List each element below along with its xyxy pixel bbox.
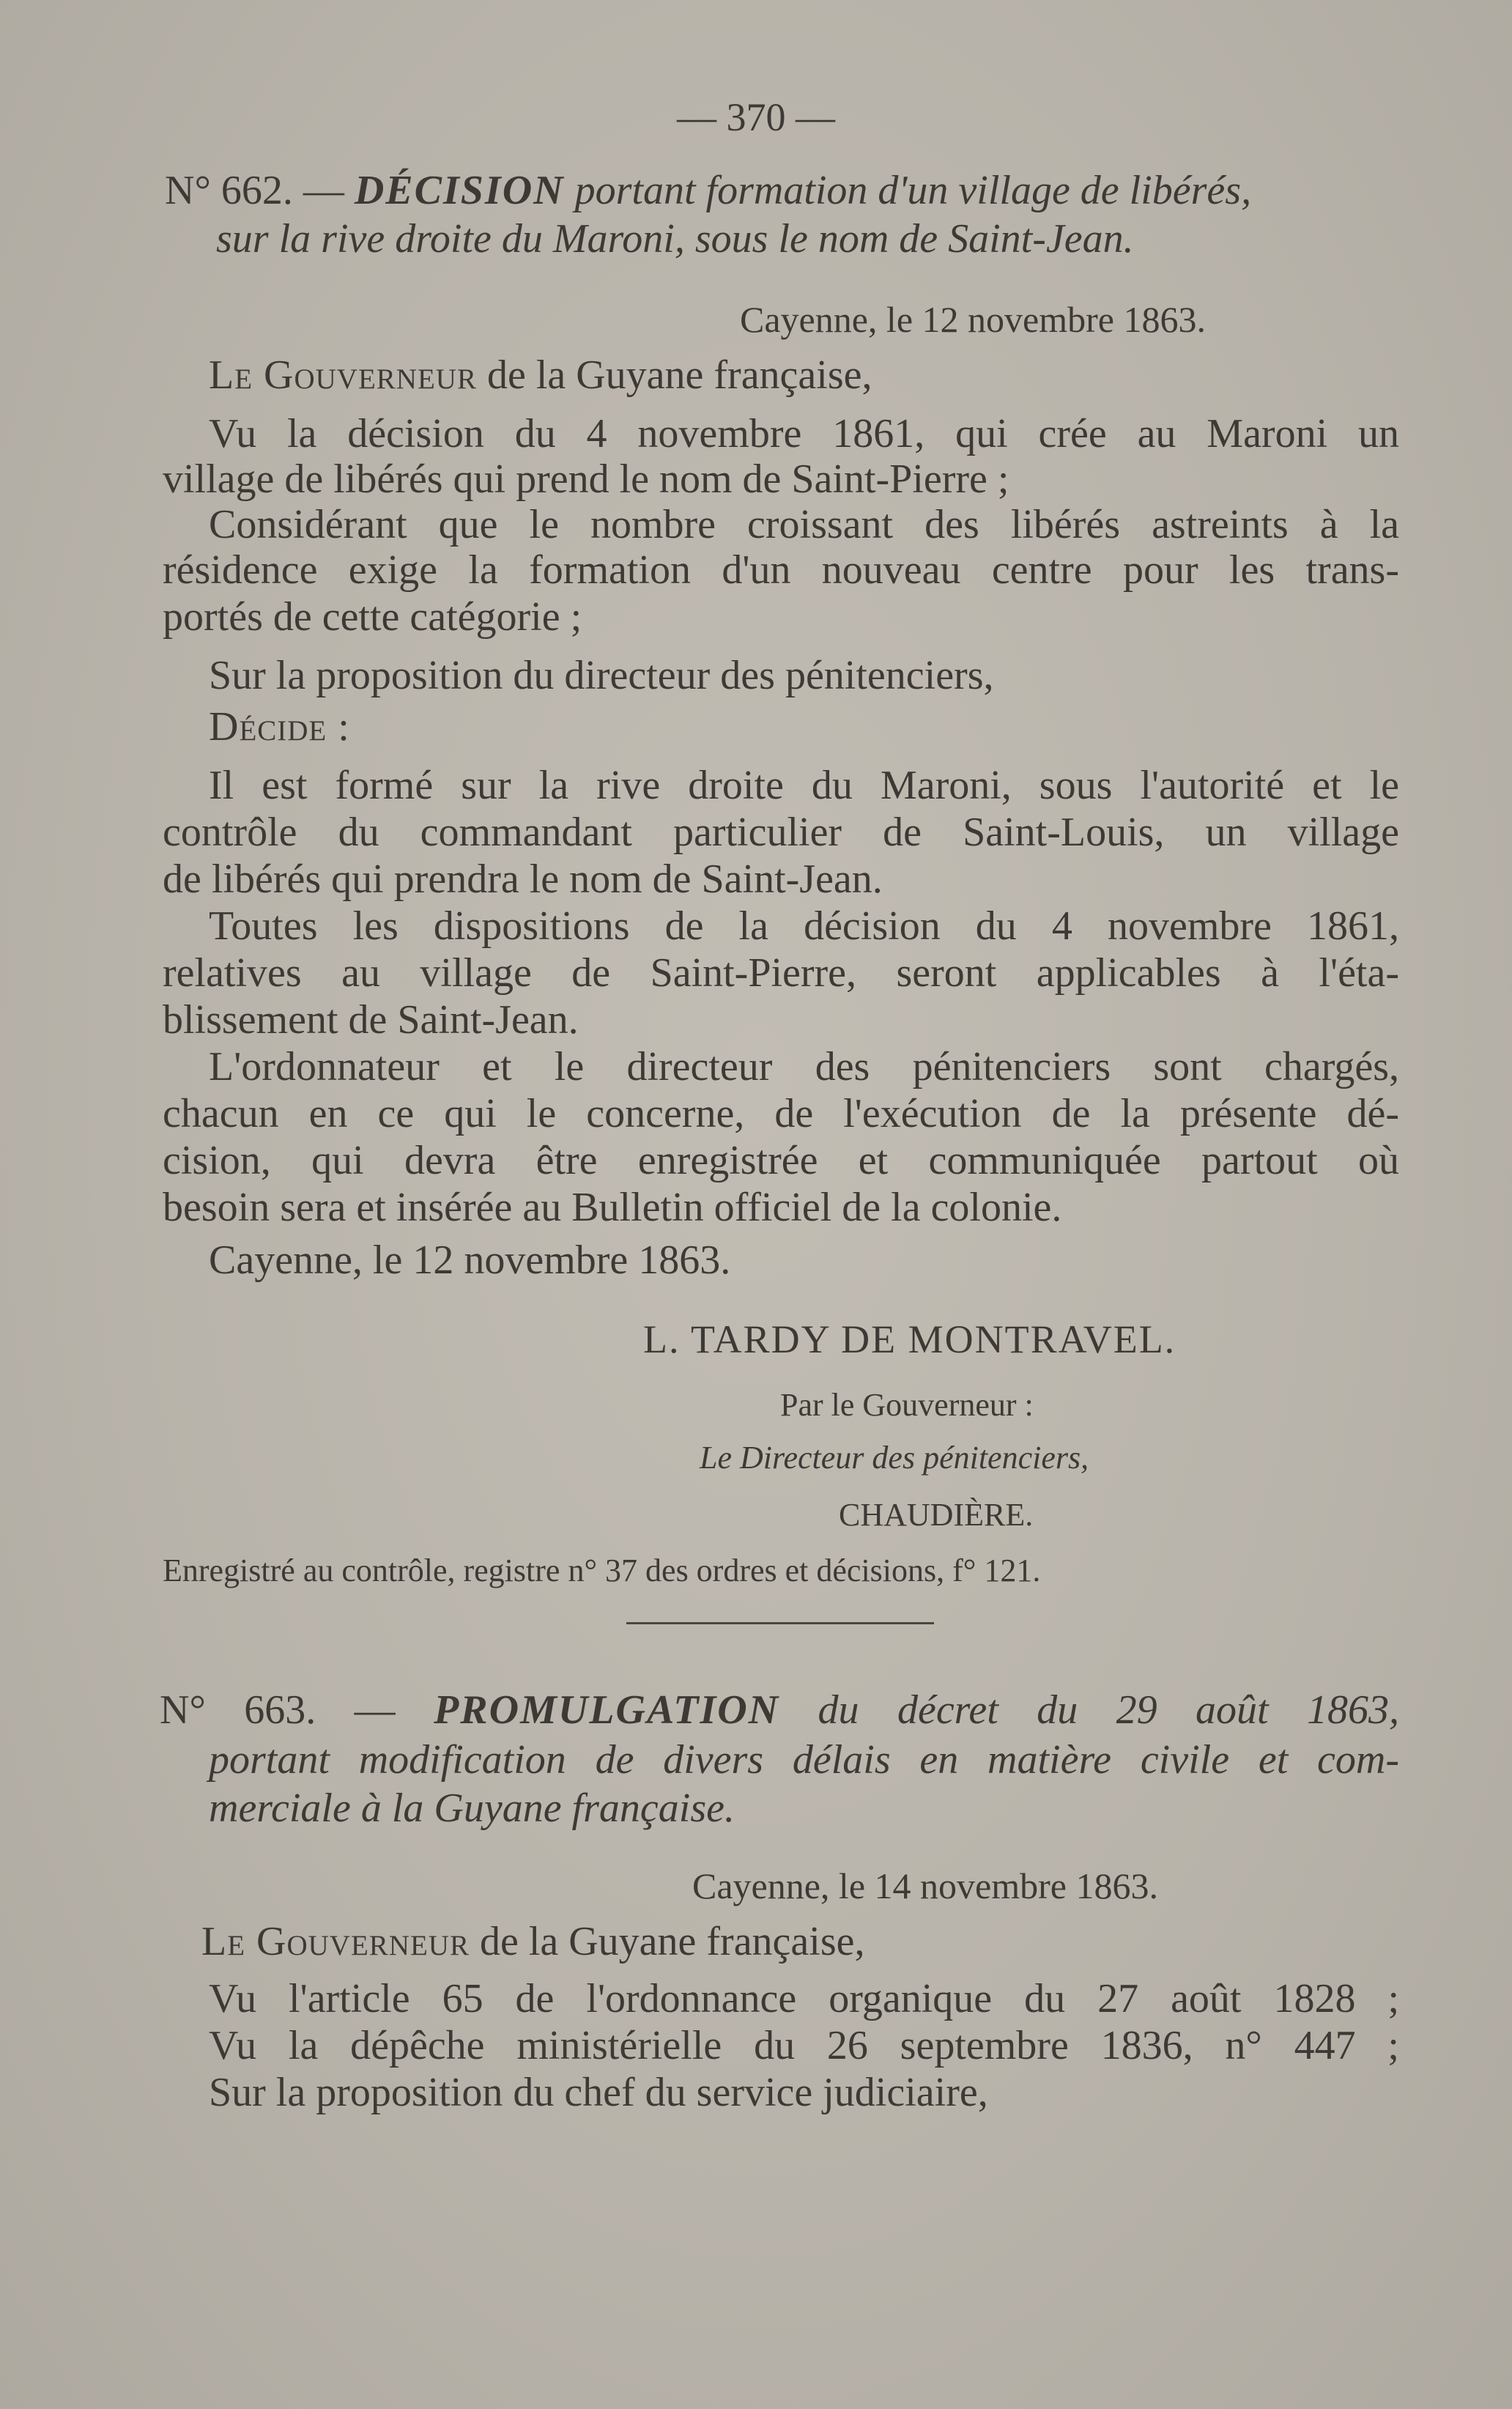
page-number: — 370 — xyxy=(677,95,835,139)
decision-663-heading-line2: portant modification de divers délais en matière civile et com- xyxy=(209,1737,1399,1783)
body-line: de libérés qui prendra le nom de Saint-Jean. xyxy=(163,856,883,902)
section-divider xyxy=(626,1622,934,1624)
decision-663-governor xyxy=(201,1918,864,1965)
par-le-gouverneur: Par le Gouverneur : xyxy=(780,1387,1034,1423)
body-line: besoin sera et insérée au Bulletin officiel de la colonie. xyxy=(163,1185,1062,1230)
heading-rest: du décret du 29 août 1863, xyxy=(818,1687,1400,1733)
heading-dash: — xyxy=(303,168,344,213)
heading-keyword: PROMULGATION xyxy=(434,1687,780,1733)
governor-label: Le Gouverneur xyxy=(209,352,477,398)
governor-rest: de la Guyane française, xyxy=(486,352,872,398)
body-line: relatives au village de Saint-Pierre, seront applicables à l'éta- xyxy=(163,950,1399,996)
decision-662-governor xyxy=(209,352,872,399)
heading-rest: portant formation d'un village de libérés, xyxy=(574,168,1252,213)
body-line: résidence exige la formation d'un nouveau centre pour les trans- xyxy=(163,547,1399,593)
decide-label: Décide : xyxy=(209,704,350,750)
body-line: Cayenne, le 12 novembre 1863. xyxy=(209,1237,731,1283)
decision-663-heading-line3: merciale à la Guyane française. xyxy=(209,1786,735,1831)
body-line: Vu l'article 65 de l'ordonnance organique du 27 août 1828 ; xyxy=(209,1976,1399,2021)
body-line: Toutes les dispositions de la décision du 4 novembre 1861, xyxy=(209,903,1399,949)
decision-number: N° 663. xyxy=(160,1687,316,1733)
registration-note: Enregistré au contrôle, registre n° 37 des ordres et décisions, f° 121. xyxy=(163,1553,1041,1588)
body-line: village de libérés qui prend le nom de Saint-Pierre ; xyxy=(163,456,1009,502)
body-line: contrôle du commandant particulier de Saint-Louis, un village xyxy=(163,810,1399,855)
decision-662-heading-line2: sur la rive droite du Maroni, sous le nom de Saint-Jean. xyxy=(216,216,1134,262)
heading-dash: — xyxy=(354,1687,396,1733)
body-line: Vu la décision du 4 novembre 1861, qui crée au Maroni un xyxy=(209,411,1399,456)
governor-rest: de la Guyane française, xyxy=(479,1919,865,1964)
decision-number: N° 662. xyxy=(165,168,293,213)
decision-663-dateline: Cayenne, le 14 novembre 1863. xyxy=(692,1865,1158,1906)
director-name: CHAUDIÈRE. xyxy=(839,1497,1034,1533)
body-line: L'ordonnateur et le directeur des pénitenciers sont chargés, xyxy=(209,1044,1399,1089)
body-line: Considérant que le nombre croissant des libérés astreints à la xyxy=(209,502,1399,547)
body-line: Vu la dépêche ministérielle du 26 septembre 1836, n° 447 ; xyxy=(209,2023,1399,2068)
body-line: Sur la proposition du directeur des pénitenciers, xyxy=(209,653,994,698)
governor-label: Le Gouverneur xyxy=(201,1919,470,1964)
decision-662-heading xyxy=(165,167,1251,214)
signature: L. TARDY DE MONTRAVEL. xyxy=(643,1317,1176,1361)
body-line: Il est formé sur la rive droite du Maroni, sous l'autorité et le xyxy=(209,763,1399,808)
body-line: blissement de Saint-Jean. xyxy=(163,997,579,1043)
body-line: portés de cette catégorie ; xyxy=(163,594,582,640)
heading-keyword: DÉCISION xyxy=(354,168,565,213)
body-line: chacun en ce qui le concerne, de l'exécution de la présente dé- xyxy=(163,1091,1399,1136)
director-title: Le Directeur des pénitenciers, xyxy=(700,1440,1089,1476)
decision-663-heading xyxy=(160,1687,1399,1733)
body-line: Sur la proposition du chef du service judiciaire, xyxy=(209,2070,988,2115)
decision-662-dateline: Cayenne, le 12 novembre 1863. xyxy=(740,299,1206,340)
body-line: cision, qui devra être enregistrée et communiquée partout où xyxy=(163,1138,1399,1183)
